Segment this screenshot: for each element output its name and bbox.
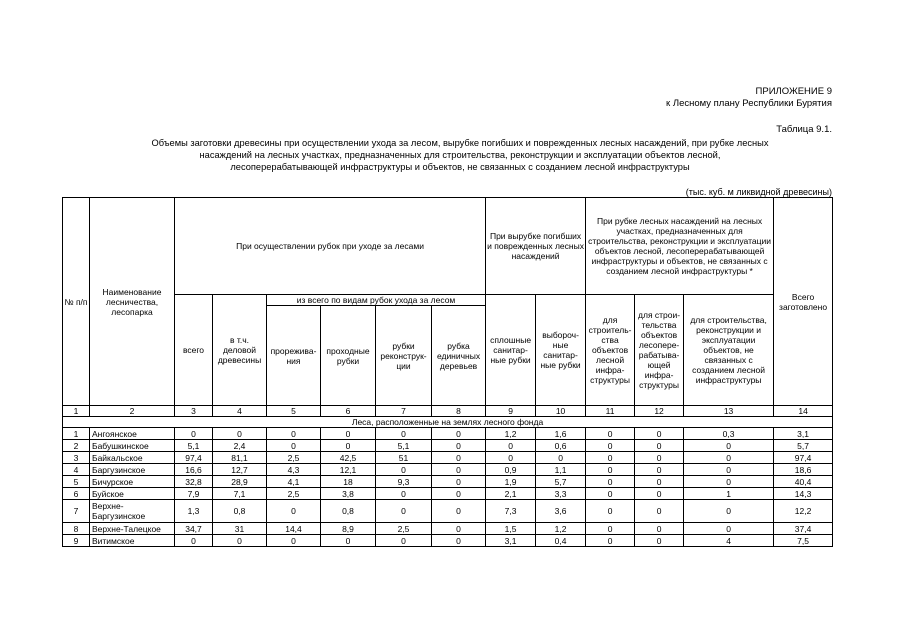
row-number: 2 xyxy=(63,440,90,452)
col-header-clear: сплошные санитар-ные рубки xyxy=(486,295,536,406)
table-cell: 3,3 xyxy=(536,488,586,500)
table-cell: 42,5 xyxy=(321,452,376,464)
row-number: 5 xyxy=(63,476,90,488)
forestry-name: Байкальское xyxy=(90,452,175,464)
forestry-name: Верхне-Баргузинское xyxy=(90,500,175,523)
table-cell: 5,1 xyxy=(376,440,432,452)
table-cell: 1,9 xyxy=(486,476,536,488)
table-cell: 0 xyxy=(586,500,635,523)
column-number: 4 xyxy=(213,406,267,417)
forestry-name: Бичурское xyxy=(90,476,175,488)
table-cell: 2,5 xyxy=(376,523,432,535)
table-cell: 0 xyxy=(376,535,432,547)
title-line: насаждений на лесных участках, предназначенных для строительства, реконструкции и эксплуатации объектов лесной, xyxy=(199,150,721,160)
table-cell: 0 xyxy=(586,452,635,464)
table-cell: 28,9 xyxy=(213,476,267,488)
table-cell: 0 xyxy=(635,440,684,452)
col-header-total: Всего заготовлено xyxy=(774,198,833,406)
table-cell: 0 xyxy=(635,428,684,440)
column-number: 1 xyxy=(63,406,90,417)
col-header-processing-infra: для строи-тельства объектов лесопере-рабатыва-ющей инфра-структуры xyxy=(635,295,684,406)
col-header-no: № п/п xyxy=(63,198,90,406)
table-cell: 0 xyxy=(635,500,684,523)
table-cell: 34,7 xyxy=(175,523,213,535)
table-row xyxy=(63,464,833,476)
table-cell: 0 xyxy=(432,523,486,535)
group-header-infra: При рубке лесных насаждений на лесных участках, предназначенных для строительства, реконструкции и эксплуатации объектов лесной, лесоперерабатывающей инфраструктуры и объектов, не связанных с созданием лесной инфраструктуры * xyxy=(586,198,774,295)
table-cell: 12,1 xyxy=(321,464,376,476)
column-number: 5 xyxy=(267,406,321,417)
table-cell: 0 xyxy=(376,428,432,440)
table-cell: 5,1 xyxy=(175,440,213,452)
document-title xyxy=(100,137,820,173)
table-cell: 0 xyxy=(586,464,635,476)
column-number: 10 xyxy=(536,406,586,417)
table-cell: 16,6 xyxy=(175,464,213,476)
table-cell: 51 xyxy=(376,452,432,464)
table-cell: 0,9 xyxy=(486,464,536,476)
table-cell: 18,6 xyxy=(774,464,833,476)
table-cell: 0 xyxy=(586,488,635,500)
table-cell: 0 xyxy=(586,440,635,452)
col-header-passing: проходные рубки xyxy=(321,306,376,406)
table-cell: 0 xyxy=(267,428,321,440)
table-cell: 0 xyxy=(586,523,635,535)
table-cell: 0 xyxy=(432,464,486,476)
table-cell: 0,4 xyxy=(536,535,586,547)
table-cell: 0 xyxy=(175,535,213,547)
table-cell: 0 xyxy=(432,476,486,488)
table-cell: 0 xyxy=(635,464,684,476)
table-cell: 1,5 xyxy=(486,523,536,535)
table-cell: 0 xyxy=(586,476,635,488)
table-cell: 37,4 xyxy=(774,523,833,535)
table-row xyxy=(63,452,833,464)
table-cell: 0 xyxy=(684,440,774,452)
table-cell: 2,5 xyxy=(267,488,321,500)
col-header-forest-infra: для строитель-ства объектов лесной инфра-структуры xyxy=(586,295,635,406)
table-cell: 0 xyxy=(432,440,486,452)
forestry-name: Ангоянское xyxy=(90,428,175,440)
col-header-selective: выбороч-ные санитар-ные рубки xyxy=(536,295,586,406)
harvest-volume-table xyxy=(62,197,833,547)
table-cell: 0 xyxy=(267,440,321,452)
table-cell: 0 xyxy=(684,452,774,464)
table-cell: 0 xyxy=(684,523,774,535)
column-number: 8 xyxy=(432,406,486,417)
col-header-other: для строительства, реконструкции и эксплуатации объектов, не связанных с созданием лесной инфраструктуры xyxy=(684,295,774,406)
table-cell: 0 xyxy=(635,535,684,547)
table-cell: 4,1 xyxy=(267,476,321,488)
row-number: 9 xyxy=(63,535,90,547)
col-header-thinning: прорежива-ния xyxy=(267,306,321,406)
table-cell: 18 xyxy=(321,476,376,488)
table-cell: 0,8 xyxy=(213,500,267,523)
table-cell: 7,5 xyxy=(774,535,833,547)
table-row xyxy=(63,488,833,500)
table-cell: 7,1 xyxy=(213,488,267,500)
col-header-all: всего xyxy=(175,295,213,406)
table-cell: 0,6 xyxy=(536,440,586,452)
table-row xyxy=(63,523,833,535)
forestry-name: Буйское xyxy=(90,488,175,500)
table-row xyxy=(63,535,833,547)
row-number: 1 xyxy=(63,428,90,440)
table-cell: 2,4 xyxy=(213,440,267,452)
table-cell: 97,4 xyxy=(774,452,833,464)
subgroup-header-care-types: из всего по видам рубок ухода за лесом xyxy=(267,295,486,306)
table-cell: 0 xyxy=(213,535,267,547)
table-cell: 31 xyxy=(213,523,267,535)
table-cell: 1,2 xyxy=(536,523,586,535)
forestry-name: Баргузинское xyxy=(90,464,175,476)
column-numbers-row xyxy=(63,406,833,417)
table-cell: 5,7 xyxy=(774,440,833,452)
title-line: Объемы заготовки древесины при осуществлении ухода за лесом, вырубке погибших и поврежденных лесных насаждений, при рубке лесных xyxy=(151,138,769,148)
table-cell: 97,4 xyxy=(175,452,213,464)
column-number: 12 xyxy=(635,406,684,417)
row-number: 6 xyxy=(63,488,90,500)
table-cell: 12,7 xyxy=(213,464,267,476)
table-cell: 5,7 xyxy=(536,476,586,488)
table-cell: 3,8 xyxy=(321,488,376,500)
table-cell: 0 xyxy=(432,452,486,464)
table-cell: 0,8 xyxy=(321,500,376,523)
table-cell: 0 xyxy=(536,452,586,464)
col-header-business: в т.ч. деловой древесины xyxy=(213,295,267,406)
table-cell: 14,4 xyxy=(267,523,321,535)
table-cell: 0 xyxy=(376,464,432,476)
table-cell: 0 xyxy=(486,452,536,464)
table-cell: 0 xyxy=(586,535,635,547)
table-cell: 0 xyxy=(376,500,432,523)
table-cell: 1,3 xyxy=(175,500,213,523)
table-cell: 0 xyxy=(635,476,684,488)
table-cell: 32,8 xyxy=(175,476,213,488)
column-number: 13 xyxy=(684,406,774,417)
table-row xyxy=(63,500,833,523)
table-cell: 2,1 xyxy=(486,488,536,500)
group-header-care: При осуществлении рубок при уходе за лесами xyxy=(175,198,486,295)
table-cell: 0 xyxy=(684,500,774,523)
table-cell: 4 xyxy=(684,535,774,547)
column-number: 9 xyxy=(486,406,536,417)
table-cell: 0 xyxy=(432,535,486,547)
row-number: 4 xyxy=(63,464,90,476)
table-row xyxy=(63,476,833,488)
row-number: 7 xyxy=(63,500,90,523)
table-cell: 0 xyxy=(213,428,267,440)
table-cell: 1,6 xyxy=(536,428,586,440)
table-cell: 0 xyxy=(684,464,774,476)
table-cell: 0 xyxy=(267,500,321,523)
table-cell: 3,6 xyxy=(536,500,586,523)
table-cell: 0 xyxy=(376,488,432,500)
table-row xyxy=(63,428,833,440)
column-number: 11 xyxy=(586,406,635,417)
col-header-name: Наименование лесничества, лесопарка xyxy=(90,198,175,406)
forestry-name: Верхне-Талецкое xyxy=(90,523,175,535)
table-cell: 1 xyxy=(684,488,774,500)
section-row xyxy=(63,417,833,428)
table-cell: 0 xyxy=(321,428,376,440)
group-header-dead: При вырубке погибших и поврежденных лесных насаждений xyxy=(486,198,586,295)
forestry-name: Бабушкинское xyxy=(90,440,175,452)
table-cell: 9,3 xyxy=(376,476,432,488)
table-cell: 0 xyxy=(684,476,774,488)
table-cell: 7,9 xyxy=(175,488,213,500)
column-number: 7 xyxy=(376,406,432,417)
units-note: (тыс. куб. м ликвидной древесины) xyxy=(685,187,832,197)
column-number: 6 xyxy=(321,406,376,417)
table-cell: 0 xyxy=(267,535,321,547)
table-cell: 0,3 xyxy=(684,428,774,440)
table-cell: 0 xyxy=(635,488,684,500)
col-header-reconstruction: рубки реконструк-ции xyxy=(376,306,432,406)
table-cell: 4,3 xyxy=(267,464,321,476)
row-number: 3 xyxy=(63,452,90,464)
column-number: 14 xyxy=(774,406,833,417)
column-number: 3 xyxy=(175,406,213,417)
col-header-single-trees: рубка единичных деревьев xyxy=(432,306,486,406)
table-cell: 8,9 xyxy=(321,523,376,535)
table-cell: 0 xyxy=(175,428,213,440)
table-label: Таблица 9.1. xyxy=(776,124,832,135)
row-number: 8 xyxy=(63,523,90,535)
table-cell: 0 xyxy=(432,500,486,523)
table-cell: 0 xyxy=(586,428,635,440)
table-cell: 1,1 xyxy=(536,464,586,476)
table-cell: 0 xyxy=(635,523,684,535)
table-cell: 0 xyxy=(321,440,376,452)
table-cell: 1,2 xyxy=(486,428,536,440)
title-line: лесоперерабатывающей инфраструктуры и объектов, не связанных с созданием лесной инфраструктуры xyxy=(230,162,690,172)
table-cell: 40,4 xyxy=(774,476,833,488)
table-cell: 2,5 xyxy=(267,452,321,464)
table-cell: 81,1 xyxy=(213,452,267,464)
column-number: 2 xyxy=(90,406,175,417)
appendix-subtitle: к Лесному плану Республики Бурятия xyxy=(666,98,832,109)
appendix-label: ПРИЛОЖЕНИЕ 9 xyxy=(755,86,832,97)
table-cell: 12,2 xyxy=(774,500,833,523)
forestry-name: Витимское xyxy=(90,535,175,547)
table-cell: 7,3 xyxy=(486,500,536,523)
table-row xyxy=(63,440,833,452)
section-title: Леса, расположенные на землях лесного фонда xyxy=(63,417,833,428)
table-cell: 0 xyxy=(321,535,376,547)
table-cell: 0 xyxy=(432,428,486,440)
table-cell: 0 xyxy=(635,452,684,464)
table-cell: 14,3 xyxy=(774,488,833,500)
table-cell: 0 xyxy=(432,488,486,500)
table-cell: 3,1 xyxy=(486,535,536,547)
table-cell: 3,1 xyxy=(774,428,833,440)
table-cell: 0 xyxy=(486,440,536,452)
